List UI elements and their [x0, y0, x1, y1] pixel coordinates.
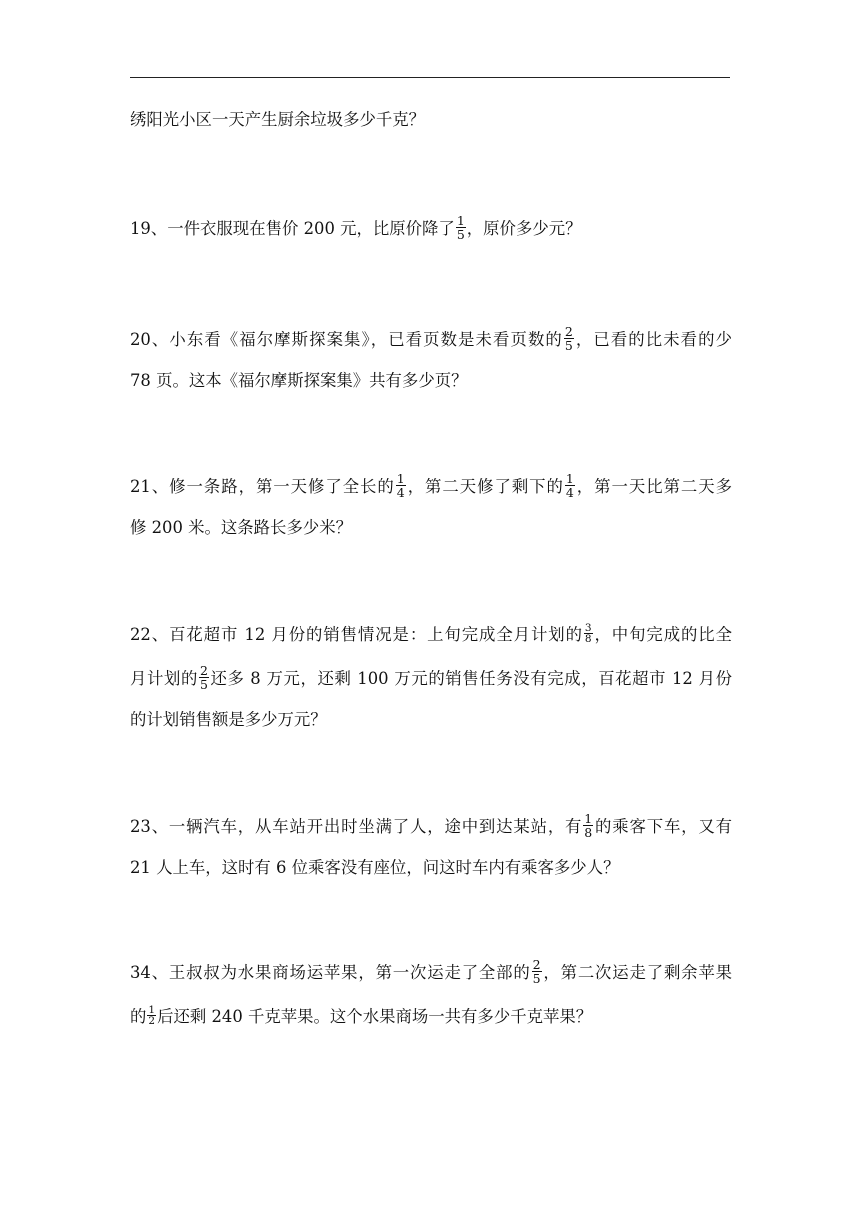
- question-20-line-1: [130, 323, 732, 357]
- q22-frac1-num: 3: [584, 622, 592, 634]
- header-rule: [130, 77, 730, 78]
- q22-text-c: 月计划的: [130, 669, 198, 688]
- q22-fraction-1: [584, 623, 593, 644]
- q21-frac2-den: 4: [565, 485, 574, 500]
- q19-text-a: 19、一件衣服现在售价 200 元，比原价降了: [130, 219, 455, 238]
- question-21-line-1: [130, 470, 732, 504]
- q34-text-a: 34、王叔叔为水果商场运苹果，第一次运走了全部的: [130, 963, 531, 982]
- q21-text-c: ，第一天比第二天多: [575, 477, 733, 496]
- q19-frac-den: 5: [456, 227, 465, 242]
- intro-text: 绣阳光小区一天产生厨余垃圾多少千克？: [130, 110, 426, 129]
- question-22-line-3: [130, 703, 732, 737]
- q22-text-line3: 的计划销售额是多少万元？: [130, 710, 327, 729]
- q19-frac-num: 1: [456, 213, 465, 228]
- q20-fraction: [564, 325, 574, 352]
- q23-fraction: [583, 812, 593, 839]
- question-34-line-1: [130, 956, 732, 990]
- q34-text-c: 的: [130, 1007, 147, 1026]
- q21-text-b: ，第二天修了剩下的: [406, 477, 564, 496]
- q20-text-a: 20、小东看《福尔摩斯探案集》，已看页数是未看页数的: [130, 330, 563, 349]
- q23-text-line2: 21 人上车，这时有 6 位乘客没有座位，问这时车内有乘客多少人？: [130, 858, 620, 877]
- q21-text-a: 21、修一条路，第一天修了全长的: [130, 477, 395, 496]
- q22-fraction-2: [199, 664, 209, 691]
- q34-frac2-den: 2: [148, 1015, 156, 1027]
- q23-frac-num: 1: [584, 811, 593, 826]
- q20-text-line2: 78 页。这本《福尔摩斯探案集》共有多少页？: [130, 371, 468, 390]
- q21-fraction-2: [565, 472, 575, 499]
- q21-frac2-num: 1: [565, 471, 574, 486]
- q34-fraction-2: [147, 1005, 156, 1026]
- question-22-line-2: [130, 662, 732, 696]
- question-23-line-2: [130, 851, 732, 885]
- q21-fraction-1: [396, 472, 406, 499]
- question-21-line-2: [130, 511, 732, 545]
- q21-frac1-num: 1: [396, 471, 405, 486]
- intro-line: [130, 103, 732, 137]
- q20-frac-num: 2: [564, 324, 573, 339]
- q34-fraction-1: [532, 958, 542, 985]
- question-20-line-2: [130, 364, 732, 398]
- q22-text-a: 22、百花超市 12 月份的销售情况是：上旬完成全月计划的: [130, 625, 583, 644]
- q21-text-line2: 修 200 米。这条路长多少米？: [130, 518, 353, 537]
- q34-frac2-num: 1: [148, 1004, 156, 1016]
- q22-frac1-den: 8: [584, 633, 592, 645]
- question-34-line-2: [130, 1000, 732, 1034]
- q23-text-b: 的乘客下车，又有: [594, 817, 733, 836]
- q22-frac2-den: 5: [199, 677, 208, 692]
- q20-frac-den: 5: [564, 338, 573, 353]
- question-19: [130, 212, 732, 246]
- q34-text-b: ，第二次运走了剩余苹果: [542, 963, 732, 982]
- q23-text-a: 23、一辆汽车，从车站开出时坐满了人，途中到达某站，有: [130, 817, 583, 836]
- question-23-line-1: [130, 810, 732, 844]
- q34-text-d: 后还剩 240 千克苹果。这个水果商场一共有多少千克苹果？: [157, 1007, 593, 1026]
- q20-text-b: ，已看的比未看的少: [574, 330, 733, 349]
- q34-frac1-num: 2: [532, 957, 541, 972]
- question-22-line-1: [130, 618, 732, 652]
- q19-text-b: ，原价多少元？: [466, 219, 582, 238]
- q22-frac2-num: 2: [199, 663, 208, 678]
- q23-frac-den: 8: [584, 825, 593, 840]
- q19-fraction: [456, 214, 466, 241]
- q34-frac1-den: 5: [532, 971, 541, 986]
- q22-text-b: ，中旬完成的比全: [593, 625, 732, 644]
- q22-text-d: 还多 8 万元，还剩 100 万元的销售任务没有完成，百花超市 12 月份: [209, 669, 732, 688]
- q21-frac1-den: 4: [396, 485, 405, 500]
